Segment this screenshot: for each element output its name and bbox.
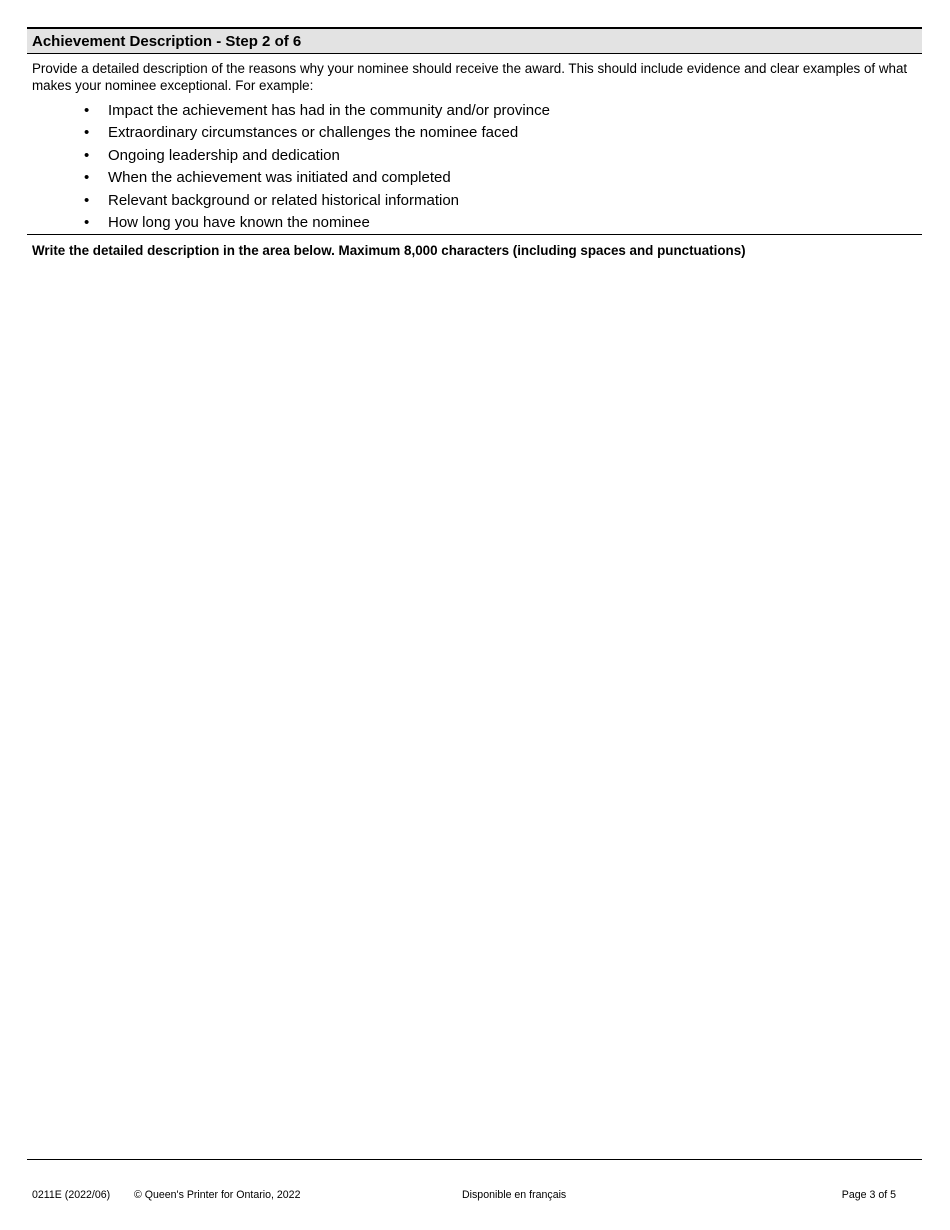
list-item	[84, 213, 550, 235]
list-item	[84, 191, 550, 213]
example-text: Ongoing leadership and dedication	[108, 146, 340, 164]
page-number: Page 3 of 5	[841, 1189, 896, 1201]
example-text: Relevant background or related historical information	[108, 191, 460, 209]
bullet-icon: •	[84, 191, 90, 209]
bullet-icon: •	[84, 124, 90, 142]
list-item	[84, 168, 550, 190]
footer-divider	[27, 1159, 922, 1160]
example-text: When the achievement was initiated and completed	[108, 169, 451, 187]
language-notice: Disponible en français	[462, 1189, 567, 1201]
section-title: Achievement Description - Step 2 of 6	[32, 33, 302, 50]
bullet-icon: •	[84, 213, 90, 231]
example-text: Extraordinary circumstances or challenges the nominee faced	[108, 124, 519, 142]
list-item	[84, 101, 550, 123]
example-text: Impact the achievement has had in the community and/or province	[108, 102, 550, 119]
form-number: 0211E (2022/06)	[32, 1189, 111, 1201]
bullet-icon: •	[84, 102, 90, 119]
list-item	[84, 123, 550, 145]
bullet-icon: •	[84, 169, 90, 187]
section-header	[27, 27, 922, 54]
description-field[interactable]	[27, 264, 922, 1154]
example-text: How long you have known the nominee	[108, 213, 370, 231]
bullet-icon: •	[84, 146, 90, 164]
list-item	[84, 146, 550, 168]
examples-list	[84, 101, 550, 235]
divider	[27, 234, 922, 235]
instructions-text: Write the detailed description in the area below. Maximum 8,000 characters (including spaces and punctuations)	[32, 243, 746, 258]
copyright-notice: © Queen's Printer for Ontario, 2022	[134, 1189, 301, 1201]
intro-text: Provide a detailed description of the reasons why your nominee should receive the award. This should include evidence and clear examples of what makes your nominee exceptional. For example:	[32, 61, 908, 93]
